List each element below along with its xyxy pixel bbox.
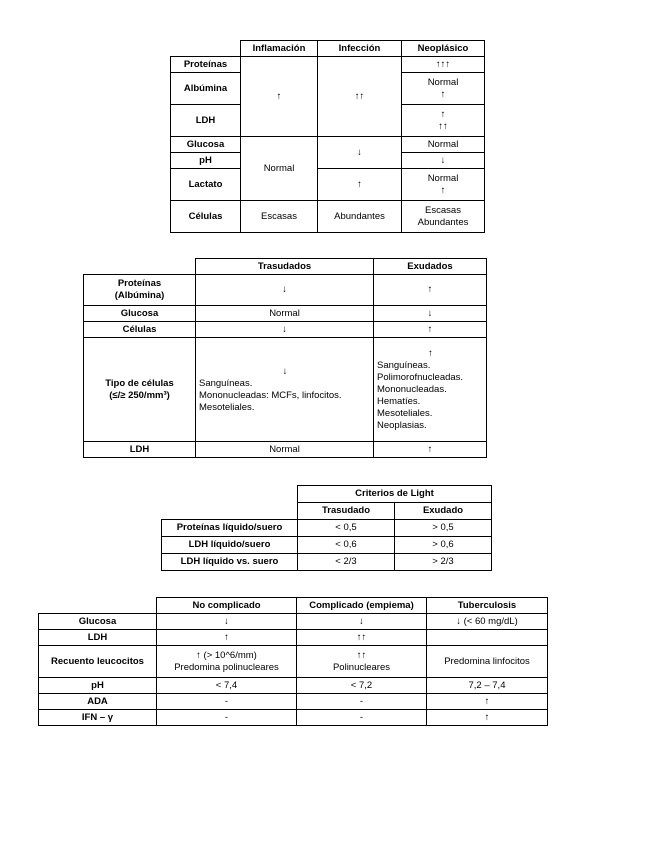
- exu-ldh-vs-suero: > 2/3: [395, 554, 492, 571]
- tras-ldh-ratio: < 0,6: [298, 537, 395, 554]
- tras-proteinas: ↓: [196, 275, 374, 306]
- row-label-glucosa: Glucosa: [39, 614, 157, 630]
- neo-celulas: Escasas Abundantes: [402, 201, 485, 233]
- header-exudado: Exudado: [395, 503, 492, 520]
- neo-lactato: Normal ↑: [402, 169, 485, 201]
- row-label-ifn-gamma: IFN – γ: [39, 710, 157, 726]
- header-complicado: Complicado (empiema): [297, 598, 427, 614]
- tras-ldh: Normal: [196, 442, 374, 458]
- table-criterios-light: [161, 485, 492, 571]
- comp-ada: -: [297, 694, 427, 710]
- exu-glucosa: ↓: [374, 306, 487, 322]
- row-label-ph: pH: [171, 153, 241, 169]
- row-label-lactato: Lactato: [171, 169, 241, 201]
- table-etiologia: [170, 40, 485, 233]
- nc-glucosa: ↓: [157, 614, 297, 630]
- neo-albumina: Normal ↑: [402, 73, 485, 105]
- row-label-ldh: LDH: [171, 105, 241, 137]
- row-label-tipo-celulas: [84, 338, 196, 442]
- neo-proteinas: ↑↑↑: [402, 57, 485, 73]
- table-row: [84, 338, 487, 442]
- exu-proteinas: ↑: [374, 275, 487, 306]
- table-row: [84, 275, 487, 306]
- tras-proteinas-ratio: < 0,5: [298, 520, 395, 537]
- table-row: [39, 630, 548, 646]
- table-row: [162, 554, 492, 571]
- corner-cell: [84, 259, 196, 275]
- tb-glucosa: ↓ (< 60 mg/dL): [427, 614, 548, 630]
- comp-ldh: ↑↑: [297, 630, 427, 646]
- criterios-light-title: Criterios de Light: [298, 486, 492, 503]
- table-row: [84, 306, 487, 322]
- row-label-proteinas-ratio: Proteínas líquido/suero: [162, 520, 298, 537]
- exu-tipo-text: Sanguíneas. Polimorofnucleadas. Mononucleadas. Hematíes. Mesoteliales. Neoplasias.: [377, 359, 464, 431]
- tb-ada: ↑: [427, 694, 548, 710]
- row-label-ldh-vs-suero: LDH líquido vs. suero: [162, 554, 298, 571]
- nc-ldh: ↑: [157, 630, 297, 646]
- header-trasudados: Trasudados: [196, 259, 374, 275]
- header-exudados: Exudados: [374, 259, 487, 275]
- tb-ldh: [427, 630, 548, 646]
- tipo-celulas-label: Tipo de células: [105, 377, 174, 389]
- infec-prot-ldh: ↑↑: [318, 57, 402, 137]
- table-row: [162, 520, 492, 537]
- corner-cell: [171, 41, 241, 57]
- row-label-albumina: Albúmina: [171, 73, 241, 105]
- header-neoplasico: Neoplásico: [402, 41, 485, 57]
- corner-cell: [39, 598, 157, 614]
- comp-ifn: -: [297, 710, 427, 726]
- inflam-prot-ldh: ↑: [241, 57, 318, 137]
- tras-tipo-arrow: ↓: [282, 365, 288, 377]
- row-label-celulas: Células: [84, 322, 196, 338]
- header-inflamacion: Inflamación: [241, 41, 318, 57]
- nc-ifn: -: [157, 710, 297, 726]
- exu-celulas: ↑: [374, 322, 487, 338]
- row-label-ldh: LDH: [84, 442, 196, 458]
- nc-leucocitos: ↑ (> 10^6/mm) Predomina polinucleares: [157, 646, 297, 678]
- row-label-ada: ADA: [39, 694, 157, 710]
- tras-glucosa: Normal: [196, 306, 374, 322]
- tb-ph: 7,2 – 7,4: [427, 678, 548, 694]
- table-trasudado-exudado: [83, 258, 487, 458]
- tras-tipo-text: Sanguíneas. Mononucleadas: MCFs, linfocitos. Mesoteliales.: [199, 377, 342, 413]
- comp-glucosa: ↓: [297, 614, 427, 630]
- infec-celulas: Abundantes: [318, 201, 402, 233]
- table-row: [39, 710, 548, 726]
- header-trasudado: Trasudado: [298, 503, 395, 520]
- table-row: [162, 537, 492, 554]
- inflam-gluc-lact: Normal: [241, 137, 318, 201]
- header-no-complicado: No complicado: [157, 598, 297, 614]
- nc-ada: -: [157, 694, 297, 710]
- nc-ph: < 7,4: [157, 678, 297, 694]
- table-row: [39, 694, 548, 710]
- neo-glucosa: Normal: [402, 137, 485, 153]
- exu-ldh-ratio: > 0,6: [395, 537, 492, 554]
- tb-leucocitos: Predomina linfocitos: [427, 646, 548, 678]
- table-row: [84, 322, 487, 338]
- row-label-ldh-ratio: LDH líquido/suero: [162, 537, 298, 554]
- exu-proteinas-ratio: > 0,5: [395, 520, 492, 537]
- comp-ph: < 7,2: [297, 678, 427, 694]
- tras-ldh-vs-suero: < 2/3: [298, 554, 395, 571]
- row-label-recuento-leucocitos: Recuento leucocitos: [39, 646, 157, 678]
- tras-tipo-celulas: [196, 338, 374, 442]
- row-label-ldh: LDH: [39, 630, 157, 646]
- header-infeccion: Infección: [318, 41, 402, 57]
- corner-cell: [162, 486, 298, 503]
- tras-celulas: ↓: [196, 322, 374, 338]
- infec-gluc-ph: ↓: [318, 137, 402, 169]
- row-label-proteinas: Proteínas: [171, 57, 241, 73]
- table-derrame-paraneumonico: [38, 597, 548, 726]
- infec-lactato: ↑: [318, 169, 402, 201]
- row-label-celulas: Células: [171, 201, 241, 233]
- inflam-celulas: Escasas: [241, 201, 318, 233]
- row-label-glucosa: Glucosa: [171, 137, 241, 153]
- table-row: [84, 442, 487, 458]
- exu-tipo-arrow: ↑: [428, 347, 433, 359]
- header-tuberculosis: Tuberculosis: [427, 598, 548, 614]
- neo-ldh: ↑ ↑↑: [402, 105, 485, 137]
- corner-cell: [162, 503, 298, 520]
- row-label-glucosa: Glucosa: [84, 306, 196, 322]
- table-row: [39, 646, 548, 678]
- exu-tipo-celulas: [374, 338, 487, 442]
- row-label-proteinas-albumina: Proteínas (Albúmina): [84, 275, 196, 306]
- neo-ph: ↓: [402, 153, 485, 169]
- table-row: [39, 678, 548, 694]
- tipo-celulas-sublabel: (≤/≥ 250/mm³): [109, 389, 170, 401]
- table-row: [39, 614, 548, 630]
- comp-leucocitos: ↑↑ Polinucleares: [297, 646, 427, 678]
- row-label-ph: pH: [39, 678, 157, 694]
- tb-ifn: ↑: [427, 710, 548, 726]
- exu-ldh: ↑: [374, 442, 487, 458]
